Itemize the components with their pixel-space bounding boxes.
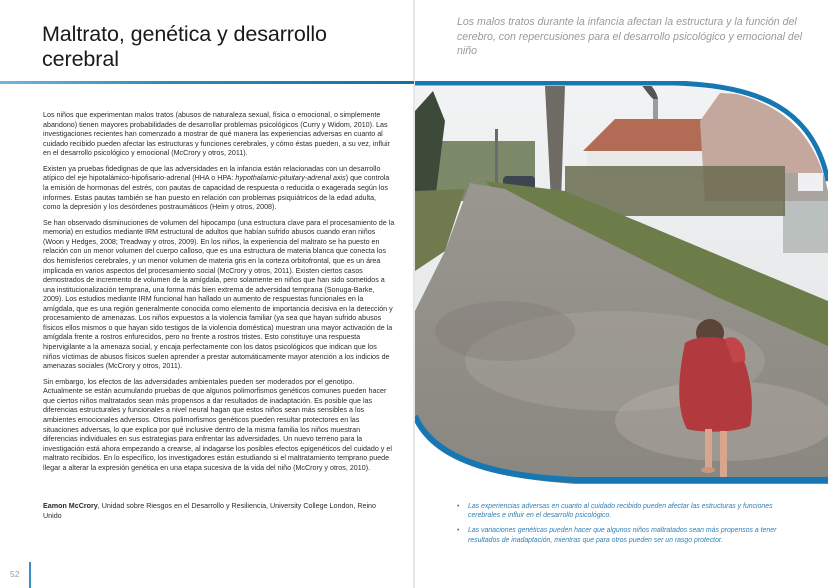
bullet-icon: • [457, 527, 460, 535]
photo [415, 81, 828, 484]
page-number-bar [29, 562, 31, 588]
page-title: Maltrato, genética y desarrollo cerebral [42, 22, 327, 71]
key-point: • Las experiencias adversas en cuanto al cuidado recibido pueden afectar las estructuras y funciones cerebrales e influir en el desarrollo psicológico. [457, 503, 773, 520]
page-number: 52 [10, 569, 20, 579]
key-points-list [457, 502, 787, 551]
author-name: Eamon McCrory [43, 502, 98, 510]
header-rule [0, 81, 414, 84]
bullet-icon: • [457, 503, 460, 510]
article-body [43, 111, 395, 479]
author-affiliation: , Unidad sobre Riesgos en el Desarrollo y Resiliencia, University College London, Reino Unido [43, 502, 376, 520]
page-subtitle: Los malos tratos durante la infancia afectan la estructura y la función del cerebro, con repercusiones para el desarrollo psicológico y emocional del niño [457, 16, 803, 57]
photo-illustration [415, 81, 828, 484]
paragraph: Los niños que experimentan malos tratos (abusos de naturaleza sexual, física o emocional, o simplemente abandono) tienen mayores probabilidades de desarrollar problemas psicológicos (Curry y Widom, 2010). Las investigaciones recientes han comenzado a mostrar de qué manera las experiencias adversas en cuanto al cuidado recibido pueden afectar las estructuras y funciones cerebrales, y cómo éstas pueden, a su vez, influir en el desarrollo psicológico y emocional (McCrory y otros, 2011). [43, 111, 390, 158]
paragraph: Existen ya pruebas fidedignas de que las adversidades en la infancia están relacionadas con un desarrollo atípico del eje hipotalámico-hipofisario-adrenal (HHA o HPA: hypothalamic-pituitary-adrenal axis) que controla la emisión de hormonas del estrés, con pautas de capacidad de respuesta o reducida o exagerada según los informes. Estas pautas también se han puesto en relación con problemas psiquiátricos de la edad adulta, como la depresión y los desórdenes postraumáticos (Heim y otros, 2008). [43, 164, 390, 212]
italic-term: hypothalamic-pituitary-adrenal axis [235, 174, 346, 183]
paragraph: Sin embargo, los efectos de las adversidades ambientales pueden ser moderados por el genotipo. Actualmente se están acumulando pruebas de que algunos polimorfismos genéticos comunes pueden hacer que ciertos niños maltratados sean más propensos a dar resultados de inadaptación. Es posible que las diferencias estructurales y funcionales a nivel neural hagan que estos niños sean más sensibles a los ambientes emocionales adversos. Otros polimorfismos genéticos pueden resultar protectores en las situaciones adversas, lo que explica por qué inclusive dentro de la misma familia los niños muestran diferencias individuales en sus estrategias para enfrentar las adversidades. Un nuevo terreno para la investigación está ahora empezando a crearse, al indagarse los posibles efectos epigenéticos del cuidado y el maltrato recibidos. En lo específico, los investigadores están estudiando si el maltratamiento temprano puede llegar a alterar la expresión genética en una etapa sucesiva de la vida del niño (McCrory y otros, 2010). [43, 377, 392, 472]
paragraph: Se han observado disminuciones de volumen del hipocampo (una estructura clave para el procesamiento de la memoria) en estudios mediante IRM estructural de adultos que habían sufrido abusos cuando eran niños (Woon y Hedges, 2008; Treadway y otros, 2009). En los niños, la experiencia del maltrato se ha puesto en relación con un menor volumen del cuerpo calloso, que es una estructura de materia blanca que conecta los dos hemisferios cerebrales, y un menor volumen de materia gris en la corteza orbitofrontal, que es un área implicada en varios aspectos del procesamiento social (McCrory y otros, 2011). Existen ciertos casos demostrados de incremento de volumen de la amígdala, pero solamente en niños que han sido sometidos a una institucionalización temprana, una forma más bien extrema de adversidad temprana (Sonuga-Barke, 2009). Los estudios mediante IRM funcional han hallado un aumento de respuestas funcionales en la amígdala, que es una región generalmente conocida como elemento de importancia decisiva en la detección y procesamiento de amenazas. Los niños expuestos a la violencia familiar (ya sea que hayan sufrido abusos físicos ellos mismos o que hayan sido testigos de la violencia doméstica) muestran una mayor activación de la amígdala frente a rostros enfurecidos, pero no frente a rostros tristes. Esto constituye una respuesta hipervigilante a la amenaza social, y encaja perfectamente con los datos psicológicos que indican que los niños víctimas de abusos físicos suelen aprender a prestar automáticamente mayor atención a los indicios de amenazas sociales (McCrory y otros, 2011). [43, 218, 395, 371]
author-credit [43, 502, 383, 521]
key-point: • Las variaciones genéticas pueden hacer que algunos niños maltratados sean más propensos a tener resultados de inadaptación, mientras que para otros pueden ser un rasgo protector. [457, 527, 777, 544]
